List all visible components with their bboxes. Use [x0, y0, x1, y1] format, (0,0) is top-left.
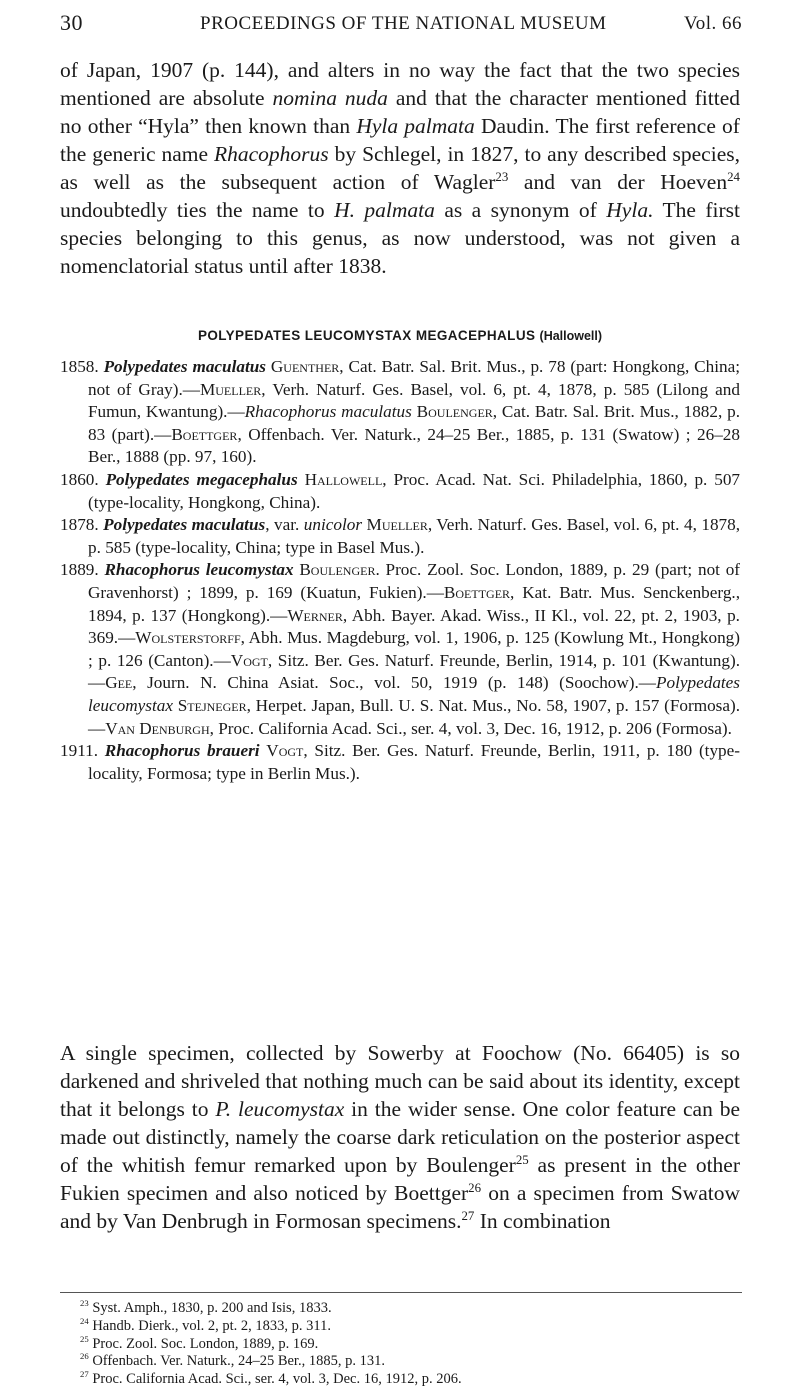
- footnote: $^{24}$ Handb. Dierk., vol. 2, pt. 2, 1833, p. 311.: [80, 1315, 332, 1334]
- footnote-ref: 27: [461, 1208, 475, 1223]
- intro-paragraph: of Japan, 1907 (p. 144), and alters in no way the fact that the two species mentioned are absolute nomina nuda and that the character mentioned fitted no other “Hyla” then known than Hyla palmata Daudin. The first reference of the generic name Rhacophorus by Schlegel, in 1827, to any described species, as well as the subsequent action of Wagler$^{23}$ and van der Hoeven$^{24}$ undoubtedly ties the name to H. palmata as a synonym of Hyla. The first species belonging to this genus, as now understood, was not given a nomenclatorial status until after 1838.: [60, 58, 741, 278]
- footnote-ref: 24: [727, 169, 740, 184]
- species-author: (Hallowell): [539, 329, 603, 343]
- footnote-ref: 23: [495, 169, 509, 184]
- synonymy-list: [60, 356, 740, 785]
- synonymy-entry: 1858. Polypedates maculatus Guenther, Cat. Batr. Sal. Brit. Mus., p. 78 (part: Hongkong, China; not of Gray).—Mueller, Verh. Naturf. Ges. Basel, vol. 6, pt. 4, 1878, p. 585 (Lilong and Fumun, Kwantung).—Rhacophorus maculatus Boulenger, Cat. Batr. Sal. Brit. Mus., 1882, p. 83 (part).—Boettger, Offenbach. Ver. Naturk., 24–25 Ber., 1885, p. 131 (Swatow) ; 26–28 Ber., 1888 (pp. 97, 160).: [60, 357, 741, 467]
- footnote: $^{23}$ Syst. Amph., 1830, p. 200 and Isis, 1833.: [80, 1298, 332, 1316]
- synonymy-entry: 1878. Polypedates maculatus, var. unicolor Mueller, Verh. Naturf. Ges. Basel, vol. 6, pt. 4, 1878, p. 585 (type-locality, China; type in Basel Mus.).: [60, 515, 741, 557]
- footnote-divider: [60, 1292, 742, 1293]
- running-header: [60, 10, 742, 40]
- page-number: 30: [60, 10, 83, 35]
- synonymy-entry: 1911. Rhacophorus braueri Vogt, Sitz. Ber. Ges. Naturf. Freunde, Berlin, 1911, p. 180 (type-locality, Formosa; type in Berlin Mus.).: [60, 741, 740, 783]
- footnote-ref: 26: [468, 1180, 482, 1195]
- footnote: $^{26}$ Offenbach. Ver. Naturk., 24–25 Ber., 1885, p. 131.: [80, 1351, 385, 1370]
- footnote: $^{25}$ Proc. Zool. Soc. London, 1889, p. 169.: [80, 1333, 319, 1352]
- closing-paragraph: A single specimen, collected by Sowerby at Foochow (No. 66405) is so darkened and shriveled that nothing much can be said about its identity, except that it belongs to P. leucomystax in the wider sense. One color feature can be made out distinctly, namely the coarse dark reticulation on the posterior aspect of the whitish femur remarked upon by Boulenger$^{25}$ as present in the other Fukien specimen and also noticed by Boettger$^{26}$ on a specimen from Swatow and by Van Denbrugh in Formosan specimens.$^{27}$ In combination: [60, 1041, 741, 1233]
- footnote: $^{27}$ Proc. California Acad. Sci., ser. 4, vol. 3, Dec. 16, 1912, p. 206.: [80, 1369, 462, 1388]
- footnotes: [60, 1300, 740, 1389]
- synonymy-entry: 1860. Polypedates megacephalus Hallowell, Proc. Acad. Nat. Sci. Philadelphia, 1860, p. 507 (type-locality, Hongkong, China).: [60, 469, 741, 512]
- footnote-ref: 25: [515, 1152, 529, 1167]
- synonymy-entry: 1889. Rhacophorus leucomystax Boulenger. Proc. Zool. Soc. London, 1889, p. 29 (part; not of Gravenhorst) ; 1899, p. 169 (Kuatun, Fukien).—Boettger, Kat. Batr. Mus. Senckenberg., 1894, p. 137 (Hongkong).—Werner, Abh. Bayer. Akad. Wiss., II Kl., vol. 22, pt. 2, 1903, p. 369.—Wolsterstorff, Abh. Mus. Magdeburg, vol. 1, 1906, p. 125 (Kowlung Mt., Hongkong) ; p. 126 (Canton).—Vogt, Sitz. Ber. Ges. Naturf. Freunde, Berlin, 1914, p. 101 (Kwantung).—Gee, Journ. N. China Asiat. Soc., vol. 50, 1919 (p. 148) (Soochow).—Polypedates leucomystax Stejneger, Herpet. Japan, Bull. U. S. Nat. Mus., No. 58, 1907, p. 157 (Formosa).—Van Denburgh, Proc. California Acad. Sci., ser. 4, vol. 3, Dec. 16, 1912, p. 206 (Formosa).: [60, 560, 741, 738]
- species-heading: POLYPEDATES LEUCOMYSTAX MEGACEPHALUS: [197, 328, 536, 343]
- section-heading: [60, 328, 740, 343]
- volume-label: Vol. 66: [683, 13, 742, 34]
- running-title: PROCEEDINGS OF THE NATIONAL MUSEUM: [200, 13, 607, 34]
